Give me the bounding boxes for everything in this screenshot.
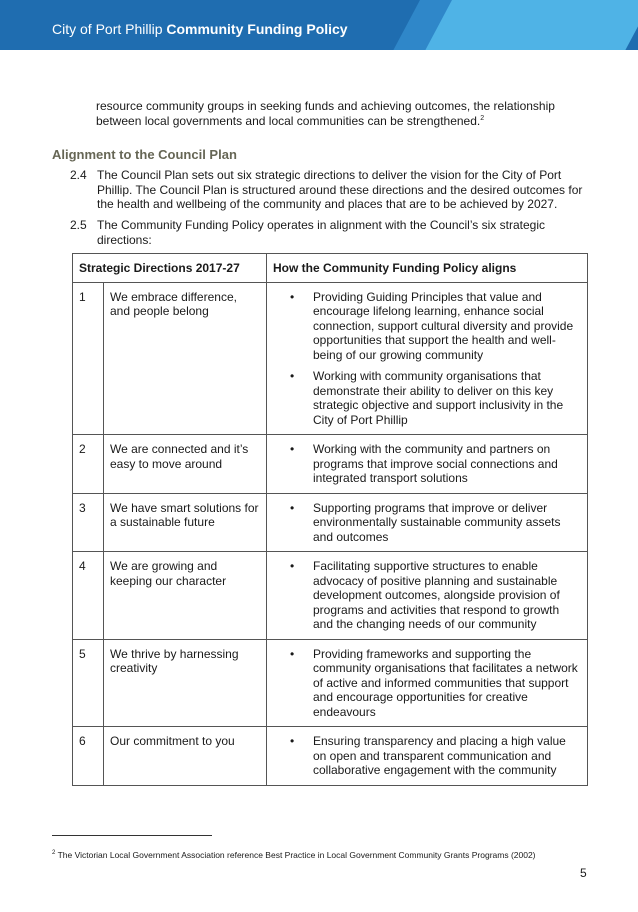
row-number: 5 [73,639,104,727]
row-direction: We have smart solutions for a sustainable future [104,493,267,552]
table-row [73,493,588,552]
alignment-bullet: • Working with the community and partners on programs that improve social connections and integrated transport solutions [313,442,581,486]
intro-text: resource community groups in seeking funds and achieving outcomes, the relationship between local governments and local communities can be strengthened. [96,99,555,128]
numbered-item-2-5 [70,218,590,247]
intro-paragraph [96,99,596,128]
header-title-bold: Community Funding Policy [166,21,348,37]
row-number: 6 [73,727,104,786]
header-title [52,21,348,37]
table-row [73,435,588,494]
alignment-bullet: • Facilitating supportive structures to enable advocacy of positive planning and sustainable development outcomes, alongside provision of programs and activities that respond to growth and the changing needs of our community [313,559,581,632]
table-row [73,282,588,435]
page-header [0,0,638,50]
row-number: 4 [73,552,104,640]
row-direction: We thrive by harnessing creativity [104,639,267,727]
row-alignment [267,552,588,640]
footnote-text: The Victorian Local Government Association reference Best Practice in Local Government Community Grants Programs (2002) [57,850,536,860]
alignment-bullet: • Ensuring transparency and placing a high value on open and transparent communication and collaborative engagement with the community [313,734,581,778]
alignment-bullet: • Providing Guiding Principles that value and encourage lifelong learning, enhance social connection, support cultural diversity and provide opportunities that support the health and well-being of our growing community [313,290,581,363]
page-number: 5 [580,866,587,880]
row-alignment [267,493,588,552]
alignment-bullet: • Providing frameworks and supporting the community organisations that facilitates a network of active and informed communities that support and encourage opportunities for creative endeavours [313,647,581,720]
numbered-item-2-4 [70,168,590,212]
row-number: 2 [73,435,104,494]
row-alignment [267,639,588,727]
alignment-bullet: • Supporting programs that improve or deliver environmentally sustainable community assets and outcomes [313,501,581,545]
item-text: The Community Funding Policy operates in alignment with the Council’s six strategic directions: [97,218,545,247]
table-row [73,552,588,640]
row-direction: Our commitment to you [104,727,267,786]
item-number: 2.4 [70,168,87,182]
footnote-divider [52,835,212,836]
footnote [52,850,536,860]
section-heading: Alignment to the Council Plan [52,147,237,162]
header-policy-aligns: How the Community Funding Policy aligns [267,254,588,283]
row-direction: We are connected and it’s easy to move around [104,435,267,494]
alignment-bullet: • Working with community organisations that demonstrate their ability to deliver on this key strategic objective and support inclusivity in the City of Port Phillip [313,369,581,427]
row-number: 1 [73,282,104,435]
table-header-row [73,254,588,283]
item-number: 2.5 [70,218,87,232]
table-row [73,639,588,727]
header-accent-block [425,0,638,50]
strategic-directions-table [72,253,588,786]
row-alignment [267,435,588,494]
header-strategic-directions: Strategic Directions 2017-27 [73,254,267,283]
row-direction: We are growing and keeping our character [104,552,267,640]
footnote-reference[interactable]: 2 [480,114,485,122]
row-number: 3 [73,493,104,552]
footnote-number: 2 [52,850,56,857]
row-alignment [267,727,588,786]
item-text: The Council Plan sets out six strategic directions to deliver the vision for the City of Port Phillip. The Council Plan is structured around these directions and the desired outcomes for the health and wellbeing of the community and places that are to be achieved by 2027. [97,168,583,211]
header-title-regular: City of Port Phillip [52,21,163,37]
table-row [73,727,588,786]
row-direction: We embrace difference, and people belong [104,282,267,435]
row-alignment [267,282,588,435]
